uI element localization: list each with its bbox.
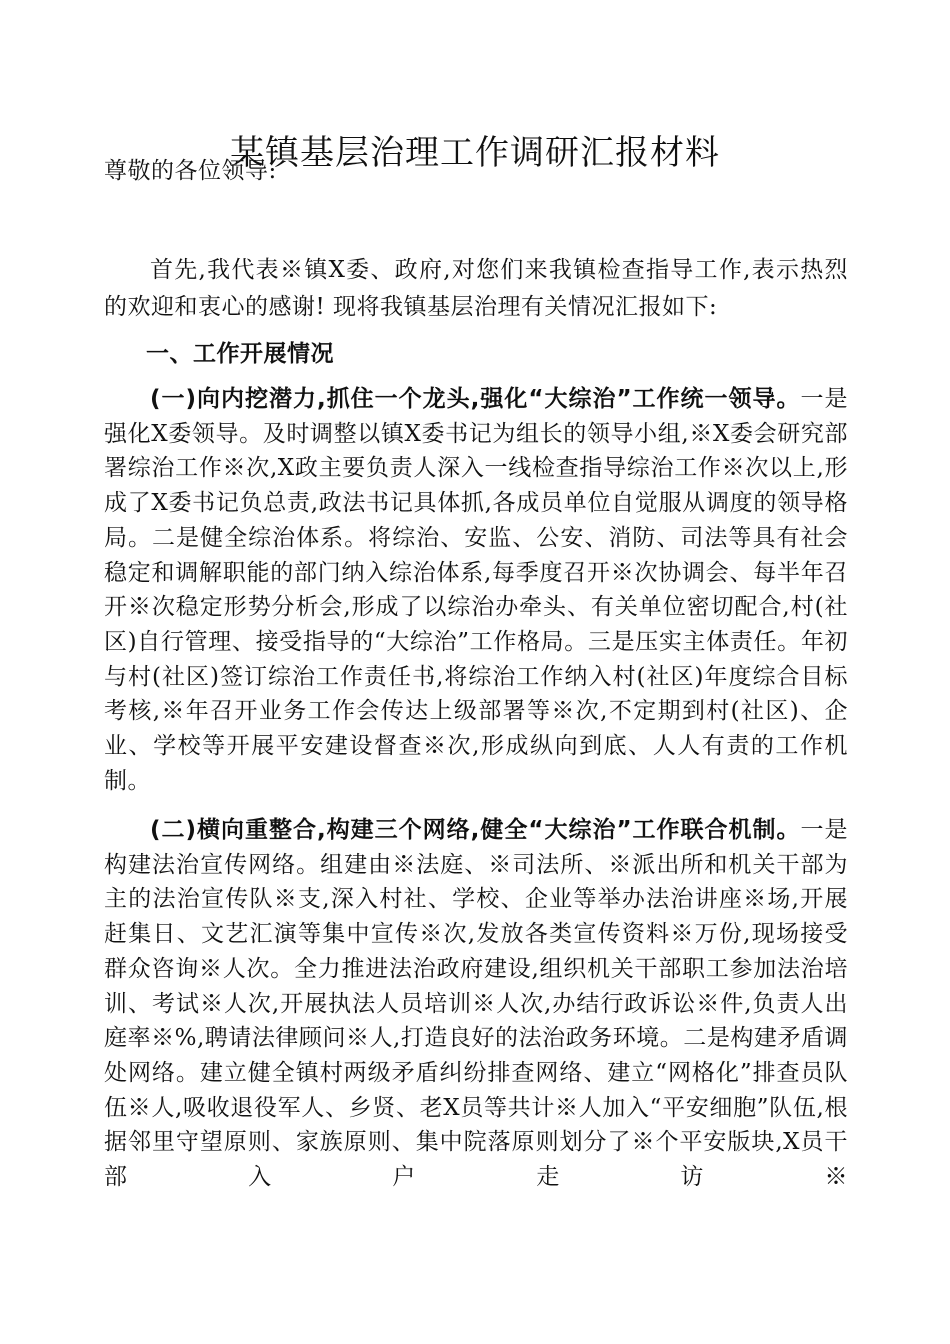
- section-2-lead: (二)横向重整合,构建三个网络,健全“大综治”工作联合机制。: [150, 817, 801, 843]
- section-heading-1: 一、工作开展情况: [146, 341, 334, 367]
- intro-paragraph: 首先,我代表※镇X委、政府,对您们来我镇检查指导工作,表示热烈的欢迎和衷心的感谢! 现将我镇基层治理有关情况汇报如下:: [104, 257, 848, 320]
- document-title: 某镇基层治理工作调研汇报材料: [230, 133, 720, 173]
- section-2-paragraph: [104, 813, 848, 1195]
- salutation: 尊敬的各位领导:: [104, 158, 277, 184]
- section-1-body: 一是强化X委领导。及时调整以镇X委书记为组长的领导小组,※X委会研究部署综治工作※次,X政主要负责人深入一线检查指导综治工作※次以上,形成了X委书记负总责,政法书记具体抓,各成员单位自觉服从调度的领导格局。二是健全综治体系。将综治、安监、公安、消防、司法等具有社会稳定和调解职能的部门纳入综治体系,每季度召开※次协调会、每半年召开※次稳定形势分析会,形成了以综治办牵头、有关单位密切配合,村(社区)自行管理、接受指导的“大综治”工作格局。三是压实主体责任。年初与村(社区)签订综治工作责任书,将综治工作纳入村(社区)年度综合目标考核,※年召开业务工作会传达上级部署等※次,不定期到村(社区)、企业、学校等开展平安建设督查※次,形成纵向到底、人人有责的工作机制。: [104, 386, 849, 794]
- section-2-body: 一是构建法治宣传网络。组建由※法庭、※司法所、※派出所和机关干部为主的法治宣传队※支,深入村社、学校、企业等举办法治讲座※场,开展赶集日、文艺汇演等集中宣传※次,发放各类宣传资料※万份,现场接受群众咨询※人次。全力推进法治政府建设,组织机关干部职工参加法治培训、考试※人次,开展执法人员培训※人次,办结行政诉讼※件,负责人出庭率※%,聘请法律顾问※人,打造良好的法治政务环境。二是构建矛盾调处网络。建立健全镇村两级矛盾纠纷排查网络、建立“网格化”排查员队伍※人,吸收退役军人、乡贤、老X员等共计※人加入“平安细胞”队伍,根据邻里守望原则、家族原则、集中院落原则划分了※个平安版块,X员干部入户走访※: [104, 817, 849, 1191]
- section-1-lead: (一)向内挖潜力,抓住一个龙头,强化“大综治”工作统一领导。: [150, 386, 801, 412]
- section-1-paragraph: [104, 382, 848, 798]
